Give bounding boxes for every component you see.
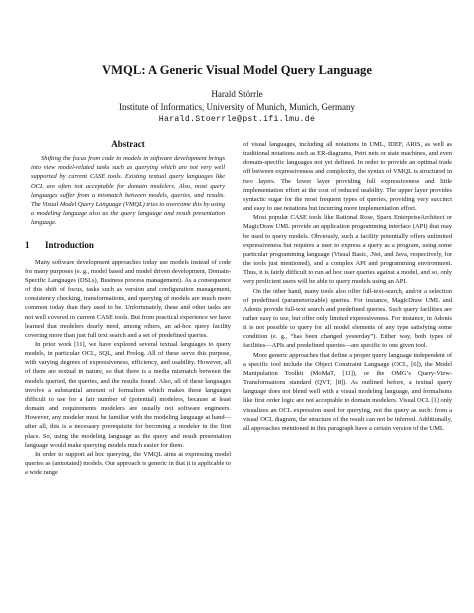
section-number: 1	[25, 240, 30, 251]
author-name: Harald Störrle	[211, 89, 263, 99]
paper-title: VMQL: A Generic Visual Model Query Language	[101, 63, 373, 77]
right-paragraph-1: of visual languages, including all notations in UML, IDEF, ARIS, as well as traditional notations such as ER-diagrams, Petri nets or state machines, and even domain-specific languages not yet defined. In order to provide an optimal trade off between expressiveness and complexity, the syntax of VMQL is structured in two layers. The lower layer providing full expressiveness and little implementation effort at the cost of reduced usability. The upper layer provides syntactic sugar for the most frequent types of queries, providing very succinct and easy to use notations but incurring more implementation effort.	[243, 141, 452, 213]
right-paragraph-3: On the other hand, many tools also offer full-text-search, and/or a selection of predefined (parameterizable) queries. For instance, MagicDraw UML and Adonis provide full-text search and predefined queries. Such query facilities are rather easy to use, but offer only limited expressiveness. For instance, in Adonis it is not possible to query for all model elements of any type satisfying some condition (e. g., “has been changed yesterday”). Either way, both types of facilities—APIs and predefined queries—are specific to one given tool.	[243, 287, 452, 350]
left-column	[25, 140, 231, 477]
right-paragraph-2: Most popular CASE tools like Rational Rose, Sparx EnterpriseArchitect or MagicDraw UML provide an application programming interface (API) that may be used to query models. Obviously, such a facility potentially offers unlimited expressiveness but requires a user to express a query as a program, using some particular programming language (Visual Basic, .Net, and Java, respectively, for the tools just mentioned), and a complex API and programming environment. Thus, it is fairly difficult to run ad hoc user queries against a model, and so, only very proficient users will be able to query models using an API.	[243, 214, 452, 286]
right-paragraph-4: More generic approaches that define a proper query language independent of a specific tool include the Object Constraint Language (OCL, [6]), the Model Manipulation Toolkit (MoMaT, [11]), or the OMG’s Query-View-Transformations standard (QVT, [8]). As outlined before, a textual query language does not blend well with a visual modeling language, and formalisms like first order logic are not acceptable to domain modelers. Visual OCL [1] only visualizes an OCL expression used for querying, not the query as such: from a visual OCL diagram, the structure of the result can not be inferred. Additionally, all approaches mentioned in this paragraph have a certain version of the UML	[243, 351, 452, 432]
author-affiliation: Institute of Informatics, University of Munich, Munich, Germany	[119, 102, 355, 112]
abstract-heading: Abstract	[111, 139, 145, 149]
author-email: Harald.Stoerrle@pst.ifi.lmu.de	[158, 115, 316, 124]
section-heading	[25, 241, 231, 250]
intro-paragraph-2: In prior work [11], we have explored several textual languages to query models, in particular OCL, SQL, and Prolog. All of these serve this purpose, with varying degrees of expressiveness, efficiency, and usability. However, all of them are textual in nature, so that there is a media mismatch between the models queried, the queries, and the results found. Also, all of these languages involve a substantial amount of formalism which makes these languages difficult to use for a fair number of (potential) modelers, because at least domain and requirements modelers are usually not software engineers. However, any modeler must be familiar with the modeling language at hand—after all, this is a necessary prerequisite for becoming a modeler in the first place. So, using the modeling language as the query and result presentation language would make querying models much easier for them.	[25, 340, 231, 449]
section-title: Introduction	[45, 240, 94, 251]
intro-paragraph-1: Many software development approaches today use models instead of code for many purposes (e. g., model based and model driven development, Domain-Specific Languages (DSLs), Business process management). As a consequence of this shift of focus, tasks such as version and configuration management, consistency checking, transformations, and querying of models are much more common today than they used to be. Unfortunately, these and other tasks are not well covered in current CASE tools. But from practical experience we have learned that modelers dearly need, among others, an ad-hoc query facility covering more than just full text search and a set of predefined queries.	[25, 258, 231, 339]
intro-paragraph-3: In order to support ad hoc querying, the VMQL aims at expressing model queries as (annotated) models. Our approach is generic in that it is applicable to a wide range	[25, 450, 231, 477]
right-column	[243, 140, 452, 433]
abstract-text: Shifting the focus from code to models in software development brings into view model-related tasks such as querying which are not very well supported by current CASE tools. Existing textual query languages like OCL are often not acceptable for domain modelers. Also, most query languages suffer from a mismatch between models, queries, and results. The Visual Model Query Language (VMQL) tries to overcome this by using a modeling language also as the query language and result presentation language.	[31, 155, 225, 227]
